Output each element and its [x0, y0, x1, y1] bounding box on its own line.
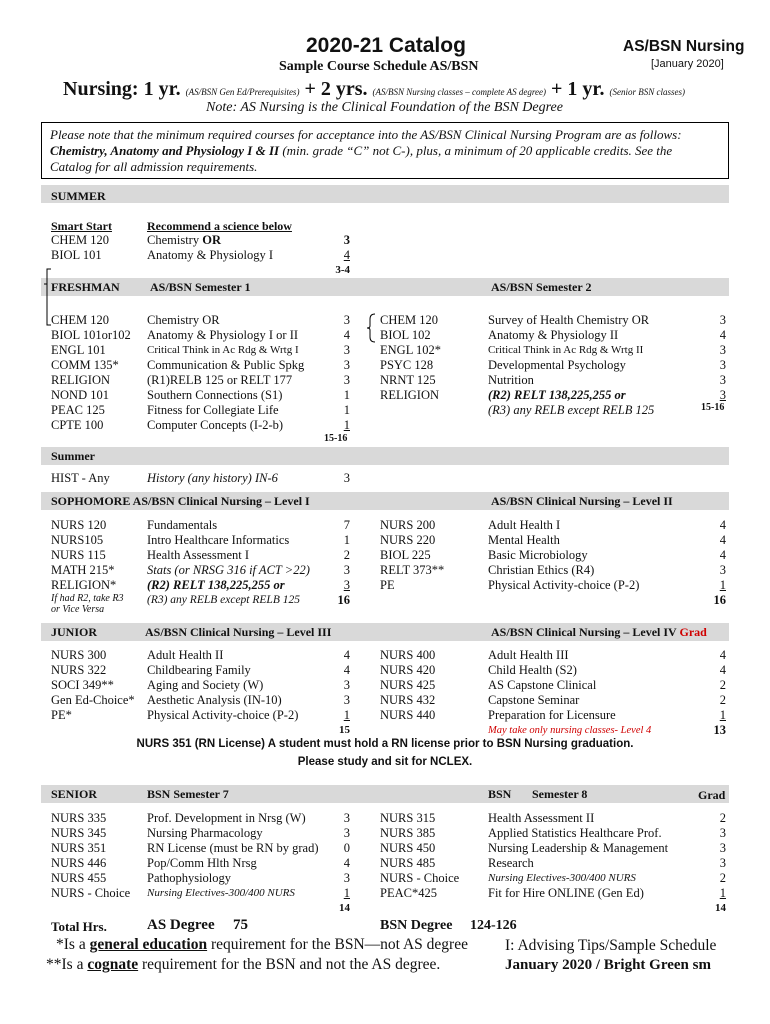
course-title: Mental Health [488, 533, 560, 547]
credit-total: 16 [713, 593, 726, 607]
course-code: RELIGION [380, 388, 440, 402]
course-title: Anatomy & Physiology II [488, 328, 619, 342]
semester-2-heading: AS/BSN Semester 2 [491, 280, 592, 294]
footnote-text: requirement for the BSN—not AS degree [207, 936, 468, 953]
credit: 4 [719, 518, 726, 532]
course-code: ENGL 102* [380, 343, 441, 357]
course-title: Aesthetic Analysis (IN-10) [147, 693, 282, 707]
credit: 4 [719, 533, 726, 547]
course-title: Aging and Society (W) [147, 678, 264, 692]
course-code: ENGL 101 [51, 343, 106, 357]
chemistry-text: Chemistry [147, 233, 203, 247]
credit: 4 [343, 648, 350, 662]
summer-codes [51, 233, 109, 263]
credit: 0 [343, 841, 350, 855]
course-title: (R1)RELB 125 or RELT 177 [147, 373, 293, 387]
cognate-footnote [46, 956, 440, 974]
semester-1-total: 15-16 [324, 433, 348, 444]
credit: 3 [343, 678, 350, 692]
freshman-band [41, 278, 729, 296]
course-code: NOND 101 [51, 388, 109, 402]
credit: 1 [343, 403, 350, 417]
course-title: Health Assessment I [147, 548, 250, 562]
credit: 3 [343, 233, 350, 247]
course-title: Fundamentals [147, 518, 218, 532]
clinical-level-4-heading [491, 625, 707, 640]
as-degree-hours: 75 [233, 917, 248, 933]
course-title: Preparation for Licensure [488, 708, 616, 722]
subtitle: Sample Course Schedule AS/BSN [279, 59, 479, 74]
year-three: 1 yr. [567, 78, 605, 100]
history-code: HIST - Any [51, 471, 110, 485]
credit: 3 [343, 358, 350, 372]
level-4-label: AS/BSN Clinical Nursing – Level IV [491, 625, 677, 639]
course-code: NURS 440 [380, 708, 436, 722]
credit: 4 [719, 328, 726, 342]
course-title: Developmental Psychology [488, 358, 626, 372]
level-4-credits [706, 648, 726, 738]
semester-2-total: 15-16 [701, 402, 725, 413]
course-title: Physical Activity-choice (P-2) [488, 578, 640, 592]
summer-2-band [41, 447, 729, 465]
level-2-codes [380, 518, 444, 593]
rn-license-notice: NURS 351 (RN License) A student must hold a RN license prior to BSN Nursing graduation. [136, 738, 634, 750]
credit: 3 [719, 373, 726, 387]
course-code: NURS 200 [380, 518, 436, 532]
course-title: Fitness for Collegiate Life [147, 403, 279, 417]
level-4-codes [380, 648, 435, 723]
year-two-note: (AS/BSN Nursing classes – complete AS degree) [372, 87, 546, 97]
credit: 4 [343, 856, 350, 870]
course-title: (R3) any RELB except RELB 125 [147, 594, 300, 606]
smart-start-heading: Smart Start [51, 219, 112, 233]
course-code: PE* [51, 708, 72, 722]
bsn-heading: BSN [488, 787, 512, 801]
summer-band [41, 185, 729, 203]
level-4-titles [488, 648, 651, 738]
credit: 1 [343, 388, 350, 402]
credit: 3 [343, 373, 350, 387]
course-title: Christian Ethics (R4) [488, 563, 595, 577]
credit-total: 14 [715, 902, 726, 914]
credit: 1 [719, 708, 726, 722]
credit-total: 13 [713, 723, 726, 737]
year-one: 1 yr. [143, 78, 181, 100]
course-title: Intro Healthcare Informatics [147, 533, 290, 547]
summer-heading: SUMMER [51, 189, 106, 203]
credit: 4 [343, 248, 350, 262]
course-title: Health Assessment II [488, 811, 595, 825]
course-title: Capstone Seminar [488, 693, 580, 707]
course-title: Critical Think in Ac Rdg & Wrtg I [147, 344, 299, 356]
course-code: NRNT 125 [380, 373, 436, 387]
course-code: COMM 135* [51, 358, 119, 372]
credit: 3 [719, 358, 726, 372]
religion-note: If had R2, take R3 [51, 593, 124, 604]
course-title: Nutrition [488, 373, 534, 387]
semester-1-credits [330, 313, 350, 433]
footnote-text: requirement for the BSN and not the AS degree. [138, 956, 441, 973]
nursing-years-line [63, 78, 685, 101]
course-code: CHEM 120 [51, 313, 109, 327]
course-code: RELIGION [51, 373, 111, 387]
level-1-codes [51, 518, 123, 615]
semester-2-credits [706, 313, 726, 403]
course-title: AS Capstone Clinical [488, 678, 597, 692]
notice-required-courses: Chemistry, Anatomy and Physiology I & II [50, 143, 280, 158]
level-3-codes [51, 648, 135, 723]
credit: 3 [343, 826, 350, 840]
sophomore-heading: SOPHOMORE AS/BSN Clinical Nursing – Level I [51, 494, 310, 508]
credit: 3 [719, 563, 726, 577]
junior-heading: JUNIOR [51, 625, 98, 639]
credit-total: 3-4 [335, 264, 350, 276]
semester-1-codes [51, 313, 131, 433]
level-4-warning: May take only nursing classes- Level 4 [488, 725, 652, 736]
course-code: SOCI 349** [51, 678, 114, 692]
course-code: NURS 400 [380, 648, 436, 662]
semester-7-titles [147, 811, 319, 901]
notice-line-2 [50, 143, 672, 159]
freshman-heading: FRESHMAN [51, 280, 120, 294]
credit: 3 [719, 313, 726, 327]
semester-2-codes [380, 313, 441, 403]
year-one-note: (AS/BSN Gen Ed/Prerequisites) [185, 87, 300, 97]
summer-title: Anatomy & Physiology I [147, 248, 274, 262]
course-title: Critical Think in Ac Rdg & Wrtg II [488, 344, 644, 356]
credit: 3 [343, 563, 350, 577]
course-code: NURS 115 [51, 548, 106, 562]
course-code: RELIGION* [51, 578, 117, 592]
course-title: Research [488, 856, 534, 870]
course-code: CPTE 100 [51, 418, 104, 432]
level-3-credits [330, 648, 350, 738]
credit: 2 [719, 693, 726, 707]
grad-label: Grad [679, 625, 707, 639]
credit: 1 [343, 418, 350, 432]
course-title: Chemistry OR [147, 313, 220, 327]
credit-total: 16 [337, 593, 350, 607]
course-title: Basic Microbiology [488, 548, 588, 562]
course-title: Childbearing Family [147, 663, 251, 677]
credit: 1 [719, 578, 726, 592]
credit: 4 [343, 328, 350, 342]
summer-code: BIOL 101 [51, 248, 102, 262]
course-code: NURS 432 [380, 693, 436, 707]
footnote-prefix: *Is a [56, 936, 90, 953]
credit: 3 [343, 578, 350, 592]
footnote-prefix: **Is a [46, 956, 88, 973]
course-code: NURS 485 [380, 856, 436, 870]
catalog-title: 2020-21 Catalog [306, 34, 466, 57]
summer-credits [330, 233, 350, 278]
credit: 3 [343, 313, 350, 327]
history-credit: 3 [343, 471, 350, 485]
clinical-level-3-heading: AS/BSN Clinical Nursing – Level III [145, 625, 332, 639]
credit: 3 [719, 856, 726, 870]
course-code: PSYC 128 [380, 358, 434, 372]
semester-8-credits [706, 811, 726, 916]
course-code: PEAC 125 [51, 403, 105, 417]
level-2-titles [488, 518, 639, 593]
course-code: NURS 455 [51, 871, 107, 885]
plus-one: + [304, 78, 316, 100]
senior-band [41, 785, 729, 803]
course-title: Adult Health II [147, 648, 224, 662]
course-code: CHEM 120 [380, 313, 438, 327]
credit: 2 [719, 678, 726, 692]
course-title: Adult Health I [488, 518, 561, 532]
total-hours-label: Total Hrs. [51, 919, 107, 934]
bsn-degree-label: BSN Degree [380, 918, 453, 933]
date-author: January 2020 / Bright Green sm [505, 957, 711, 973]
as-degree-label: AS Degree [147, 917, 215, 933]
course-code: NURS 351 [51, 841, 107, 855]
course-code: NURS 220 [380, 533, 436, 547]
gen-ed-footnote [56, 936, 468, 954]
advising-tips: I: Advising Tips/Sample Schedule [505, 937, 717, 954]
credit: 2 [719, 811, 726, 825]
course-code: BIOL 225 [380, 548, 431, 562]
course-title: RN License (must be RN by grad) [147, 841, 319, 855]
credit: 7 [343, 518, 350, 532]
course-title: Pop/Comm Hlth Nrsg [147, 856, 257, 870]
bracket-curly-icon [366, 313, 376, 343]
course-title: Nursing Electives-300/400 NURS [147, 887, 295, 899]
course-title: Adult Health III [488, 648, 569, 662]
credit: 4 [343, 663, 350, 677]
course-code: PEAC*425 [380, 886, 437, 900]
course-code: NURS 315 [380, 811, 436, 825]
course-code: PE [380, 578, 395, 592]
clinical-level-2-heading: AS/BSN Clinical Nursing – Level II [491, 494, 673, 508]
senior-heading: SENIOR [51, 787, 98, 801]
course-code: MATH 215* [51, 563, 115, 577]
semester-8-titles [488, 811, 668, 901]
semester-1-titles [147, 313, 304, 433]
course-code: NURS 420 [380, 663, 436, 677]
course-title: (R2) RELT 138,225,255 or [147, 578, 285, 592]
semester-1-heading: AS/BSN Semester 1 [150, 280, 251, 294]
summer-titles [147, 233, 273, 263]
credit: 3 [343, 871, 350, 885]
level-2-credits [706, 518, 726, 608]
footnote-term: cognate [87, 956, 139, 973]
course-code: NURS 300 [51, 648, 107, 662]
course-title: Communication & Public Spkg [147, 358, 305, 372]
level-1-credits [330, 518, 350, 608]
course-title: Nursing Electives-300/400 NURS [488, 872, 636, 884]
credit: 4 [719, 648, 726, 662]
credit: 1 [719, 886, 726, 900]
plus-two: + [551, 78, 563, 100]
course-title: Nursing Leadership & Management [488, 841, 669, 855]
course-title: Stats (or NRSG 316 if ACT >22) [147, 563, 310, 577]
notice-grade-credits: (min. grade “C” not C-), plus, a minimum of 20 applicable credits. See the [279, 143, 673, 158]
religion-note: or Vice Versa [51, 604, 105, 615]
summer-code: CHEM 120 [51, 233, 109, 247]
foundation-note: Note: AS Nursing is the Clinical Foundation of the BSN Degree [206, 100, 563, 115]
date-tag: [January 2020] [651, 58, 724, 70]
course-code: NURS 446 [51, 856, 107, 870]
program-title: AS/BSN Nursing [623, 38, 745, 55]
credit: 3 [719, 826, 726, 840]
credit: 1 [343, 708, 350, 722]
semester-7-codes [51, 811, 130, 901]
credit-total: 14 [339, 902, 350, 914]
course-code: NURS 120 [51, 518, 107, 532]
nursing-label: Nursing: [63, 78, 139, 100]
semester-8-heading: Semester 8 [532, 787, 588, 801]
credit: 4 [719, 548, 726, 562]
level-3-titles [147, 648, 298, 723]
credit: 3 [719, 343, 726, 357]
or-text: OR [202, 233, 221, 247]
course-title: Survey of Health Chemistry OR [488, 313, 650, 327]
credit: 2 [343, 548, 350, 562]
course-code: NURS - Choice [51, 886, 131, 900]
credit: 1 [343, 886, 350, 900]
semester-2-titles [488, 313, 654, 418]
semester-8-codes [380, 811, 459, 901]
course-code: BIOL 102 [380, 328, 431, 342]
course-code: NURS - Choice [380, 871, 460, 885]
course-code: RELT 373** [380, 563, 445, 577]
recommend-science-heading: Recommend a science below [147, 219, 292, 233]
year-three-note: (Senior BSN classes) [609, 87, 685, 97]
course-title: Anatomy & Physiology I or II [147, 328, 299, 342]
course-title: Pathophysiology [147, 871, 232, 885]
course-title: (R2) RELT 138,225,255 or [488, 388, 626, 402]
course-code: NURS105 [51, 533, 104, 547]
credit: 3 [343, 343, 350, 357]
senior-grad-label: Grad [698, 788, 726, 802]
course-title: (R3) any RELB except RELB 125 [488, 403, 655, 417]
course-title: Nursing Pharmacology [147, 826, 263, 840]
course-title: Child Health (S2) [488, 663, 577, 677]
course-title: Applied Statistics Healthcare Prof. [488, 826, 662, 840]
course-code: Gen Ed-Choice* [51, 693, 135, 707]
course-title: Physical Activity-choice (P-2) [147, 708, 299, 722]
bsn-degree-hours: 124-126 [470, 918, 517, 933]
course-code: NURS 450 [380, 841, 436, 855]
nclex-notice: Please study and sit for NCLEX. [297, 756, 473, 768]
history-title: History (any history) IN-6 [147, 471, 278, 485]
course-code: NURS 425 [380, 678, 436, 692]
summer-2-heading: Summer [51, 449, 95, 463]
footnote-term: general education [89, 936, 208, 953]
credit: 2 [719, 871, 726, 885]
credit-total: 15 [339, 724, 350, 736]
credit: 1 [343, 533, 350, 547]
course-code: NURS 335 [51, 811, 107, 825]
semester-7-heading: BSN Semester 7 [147, 787, 229, 801]
course-title: Fit for Hire ONLINE (Gen Ed) [488, 886, 644, 900]
credit: 3 [343, 693, 350, 707]
notice-line-1: Please note that the minimum required courses for acceptance into the AS/BSN Clinical Nursing Program are as follows: [50, 127, 682, 142]
course-code: NURS 385 [380, 826, 436, 840]
course-title: Computer Concepts (I-2-b) [147, 418, 284, 432]
course-title: Prof. Development in Nrsg (W) [147, 811, 306, 825]
year-two: 2 yrs. [320, 78, 368, 100]
level-1-titles [147, 518, 310, 608]
course-code: NURS 322 [51, 663, 107, 677]
course-title: Southern Connections (S1) [147, 388, 283, 402]
credit: 3 [719, 388, 726, 402]
notice-line-3: Catalog for all admission requirements. [50, 159, 258, 174]
admission-notice-box [41, 122, 729, 179]
credit: 3 [719, 841, 726, 855]
credit: 3 [343, 811, 350, 825]
semester-7-credits [330, 811, 350, 916]
course-code: NURS 345 [51, 826, 107, 840]
credit: 4 [719, 663, 726, 677]
course-code: BIOL 101or102 [51, 328, 131, 342]
summer-title [147, 233, 273, 248]
